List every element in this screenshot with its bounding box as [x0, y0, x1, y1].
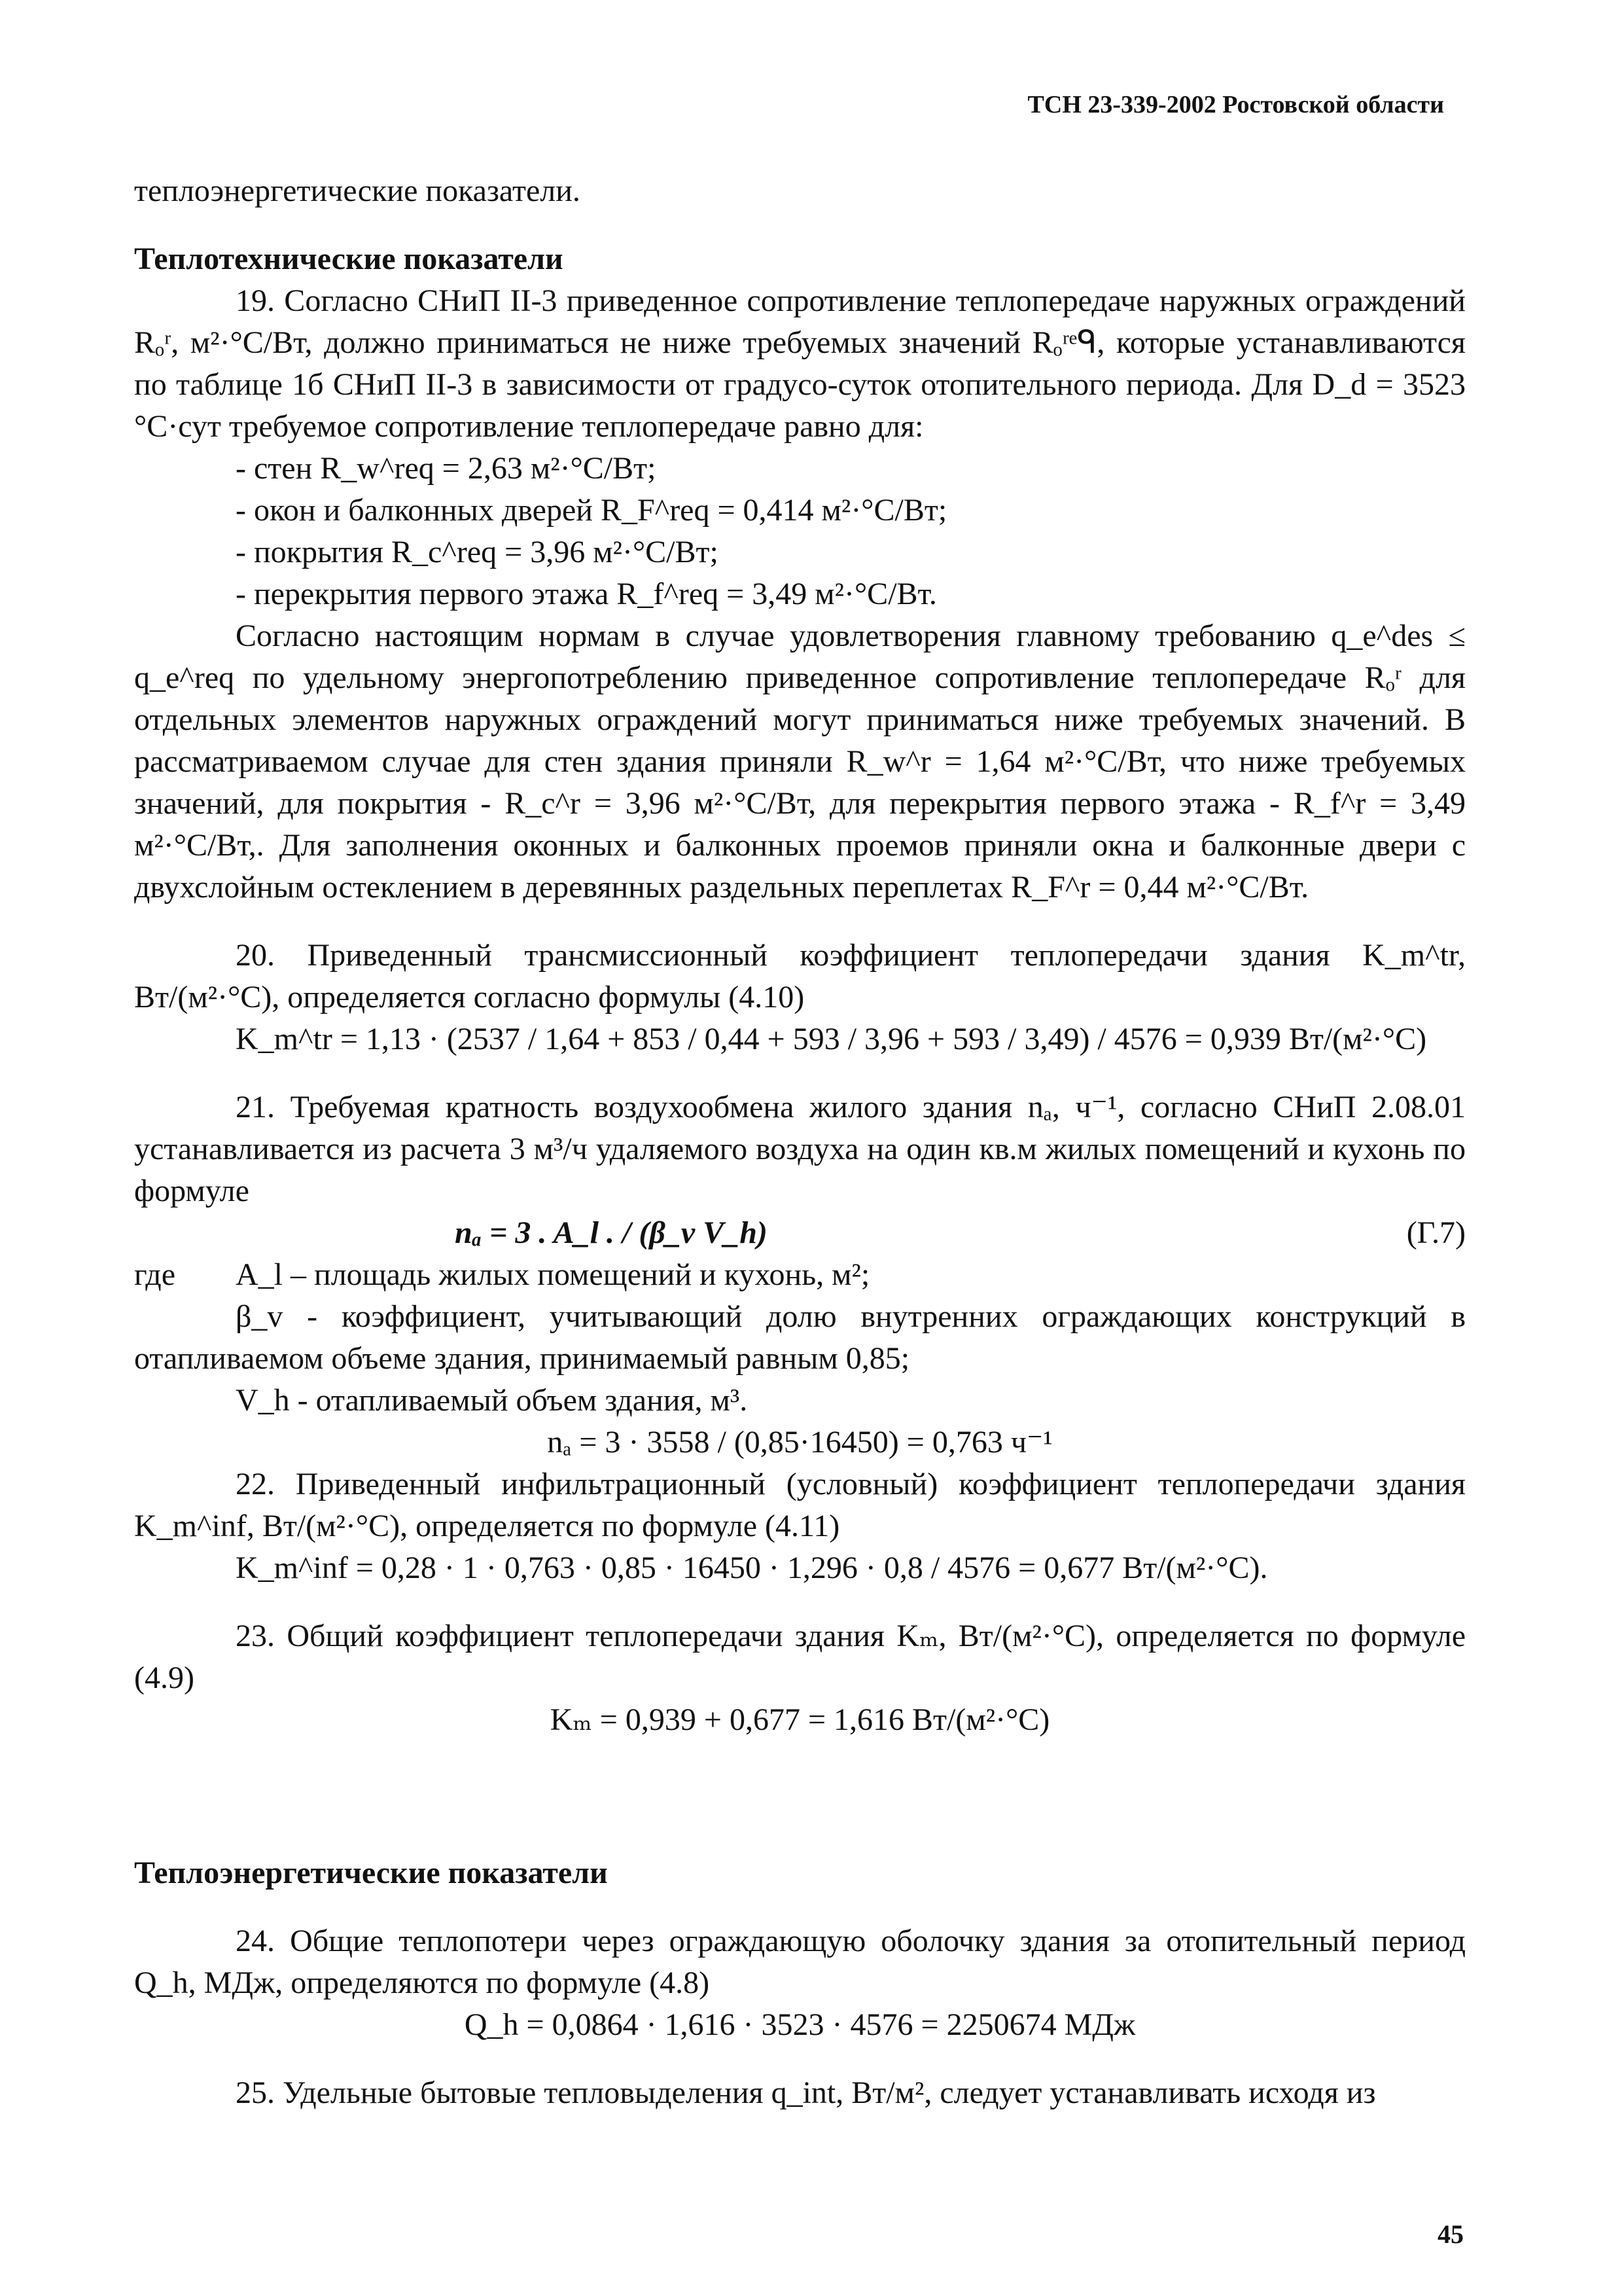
- where-definition: A_l – площадь жилых помещений и кухонь, м²;: [236, 1257, 870, 1292]
- formula: nₐ = 3 . A_l . / (β_v V_h): [455, 1215, 768, 1250]
- spacer: [134, 1589, 1466, 1615]
- spacer: [134, 908, 1466, 935]
- paragraph: Согласно настоящим нормам в случае удовлетворения главному требованию q_e^des ≤ q_e^req по удельному энергопотреблению приведенное сопротивление теплопередаче Rₒʳ для отдельных элементов наружных ограждений могут приниматься ниже требуемых значений. В рассматриваемом случае для стен здания приняли R_w^r = 1,64 м²·°С/Вт, что ниже требуемых значений, для покрытия - R_c^r = 3,96 м²·°С/Вт, для перекрытия первого этажа - R_f^r = 3,49 м²·°С/Вт,. Для заполнения оконных и балконных проемов приняли окна и балконные двери с двухслойным остеклением в деревянных раздельных переплетах R_F^r = 0,44 м²·°С/Вт.: [134, 619, 1466, 905]
- paragraph: 25. Удельные бытовые тепловыделения q_int, Вт/м², следует устанавливать исходя из: [236, 2075, 1376, 2110]
- spacer: [134, 1741, 1466, 1852]
- spacer: [134, 212, 1466, 238]
- formula: K_m^inf = 0,28 · 1 · 0,763 · 0,85 · 16450 · 1,296 · 0,8 / 4576 = 0,677 Вт/(м²·°С).: [236, 1551, 1268, 1585]
- where-label: где: [134, 1257, 176, 1292]
- section-heading: Теплоэнергетические показатели: [134, 1856, 608, 1890]
- formula: nₐ = 3 · 3558 / (0,85·16450) = 0,763 ч⁻¹: [547, 1425, 1053, 1460]
- section-heading: Теплотехнические показатели: [134, 242, 563, 276]
- running-header: ТСН 23-339-2002 Ростовской области: [1027, 91, 1444, 118]
- list-item: - перекрытия первого этажа R_f^req = 3,49 м²·°С/Вт.: [236, 577, 937, 611]
- list-item: - стен R_w^req = 2,63 м²·°С/Вт;: [236, 451, 656, 486]
- where-clause: [134, 1254, 1466, 1296]
- formula: Kₘ = 0,939 + 0,677 = 1,616 Вт/(м²·°С): [550, 1702, 1050, 1737]
- paragraph: 20. Приведенный трансмиссионный коэффициент теплопередачи здания K_m^tr, Вт/(м²·°С), определяется согласно формулы (4.10): [134, 938, 1466, 1014]
- formula-number: (Г.7): [1406, 1215, 1466, 1250]
- formula-row: [134, 1212, 1466, 1254]
- paragraph: теплоэнергетические показатели.: [134, 173, 580, 208]
- paragraph: 23. Общий коэффициент теплопередачи здания Kₘ, Вт/(м²·°С), определяется по формуле (4.9): [134, 1619, 1466, 1695]
- page-number: 45: [1438, 2219, 1464, 2249]
- paragraph: β_v - коэффициент, учитывающий долю внутренних ограждающих конструкций в отапливаемом объеме здания, принимаемый равным 0,85;: [134, 1299, 1466, 1376]
- paragraph: 21. Требуемая кратность воздухообмена жилого здания nₐ, ч⁻¹, согласно СНиП 2.08.01 устанавливается из расчета 3 м³/ч удаляемого воздуха на один кв.м жилых помещений и кухонь по формуле: [134, 1090, 1466, 1208]
- formula: Q_h = 0,0864 · 1,616 · 3523 · 4576 = 2250674 МДж: [464, 2007, 1136, 2042]
- spacer: [134, 1894, 1466, 1920]
- list-item: - покрытия R_c^req = 3,96 м²·°С/Вт;: [236, 535, 718, 569]
- paragraph: 19. Согласно СНиП II-3 приведенное сопротивление теплопередаче наружных ограждений Rₒʳ, м²·°С/Вт, должно приниматься не ниже требуемых значений Rₒʳᵉᑫ, которые устанавливаются по таблице 1б СНиП II-3 в зависимости от градусо-суток отопительного периода. Для D_d = 3523 °С·сут требуемое сопротивление теплопередаче равно для:: [134, 283, 1466, 444]
- spacer: [134, 2046, 1466, 2072]
- paragraph: 24. Общие теплопотери через ограждающую оболочку здания за отопительный период Q_h, МДж, определяются по формуле (4.8): [134, 1924, 1466, 2000]
- document-body: [134, 170, 1466, 2114]
- formula: K_m^tr = 1,13 · (2537 / 1,64 + 853 / 0,44 + 593 / 3,96 + 593 / 3,49) / 4576 = 0,939 Вт/(м²·°С): [236, 1022, 1427, 1056]
- paragraph: 22. Приведенный инфильтрационный (условный) коэффициент теплопередачи здания K_m^inf, Вт/(м²·°С), определяется по формуле (4.11): [134, 1467, 1466, 1543]
- list-item: - окон и балконных дверей R_F^req = 0,414 м²·°С/Вт;: [236, 493, 947, 528]
- spacer: [134, 1060, 1466, 1086]
- list-item: V_h - отапливаемый объем здания, м³.: [236, 1383, 748, 1418]
